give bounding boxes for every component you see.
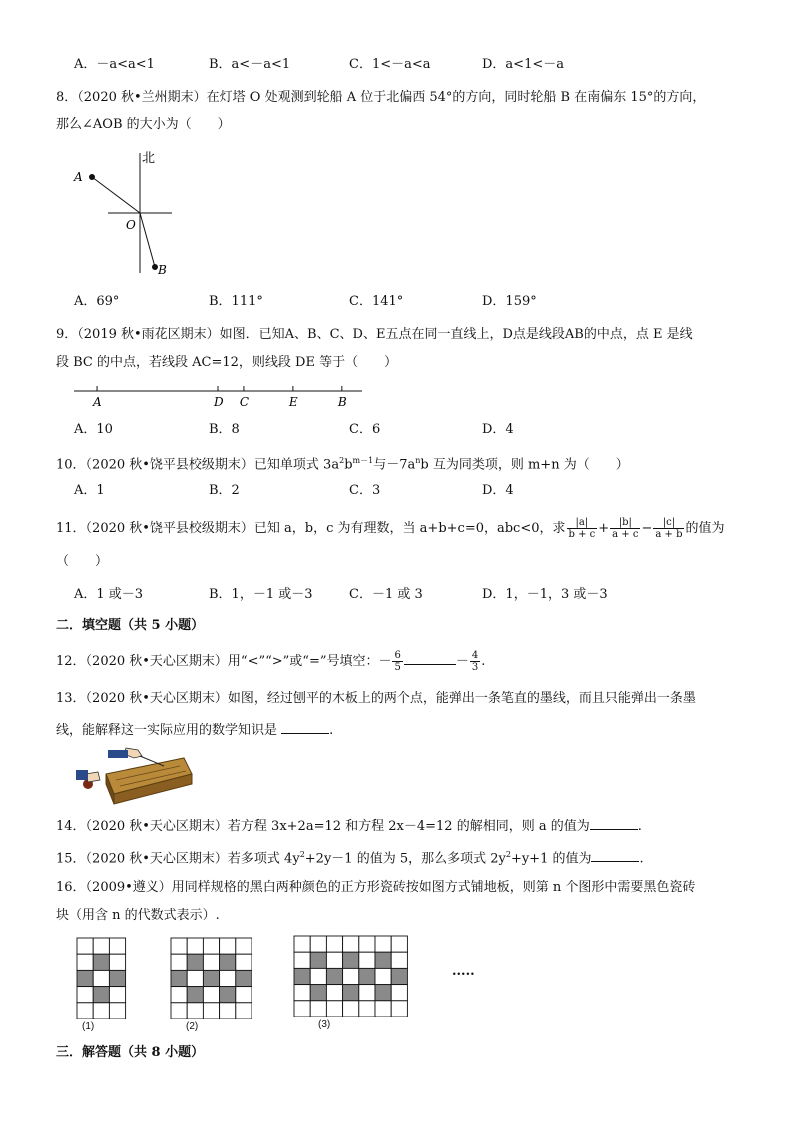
- q16-white-tile: [343, 968, 359, 984]
- q16-white-tile: [109, 1003, 125, 1019]
- q16-white-tile: [220, 1003, 236, 1019]
- q16-white-tile: [359, 952, 375, 968]
- q16-white-tile: [391, 952, 407, 968]
- q16-white-tile: [203, 954, 219, 970]
- q9-point-label-d: D: [214, 395, 224, 409]
- q16-white-tile: [326, 952, 342, 968]
- q11-fraction-2: [610, 517, 640, 540]
- q16-white-tile: [359, 985, 375, 1001]
- q8-stem-line1: 8．（2020 秋•兰州期末）在灯塔 O 处观测到轮船 A 位于北偏西 54°的方向，同时轮船 B 在南偏东 15°的方向，: [56, 90, 706, 105]
- q13-hand-left: [86, 772, 100, 782]
- q11-option-b: B．1，－1 或－3: [209, 587, 313, 602]
- q16-white-tile: [77, 1003, 93, 1019]
- q16-tile-figure-3: [293, 935, 409, 1017]
- q11-f1-numerator: |a|: [567, 517, 598, 529]
- q15-exp-2: 2: [505, 850, 511, 859]
- q14-text: 14．（2020 秋•天心区期末）若方程 3x+2a=12 和方程 2x－4=12 的解相同，则 a 的值为: [56, 819, 590, 834]
- q16-white-tile: [77, 938, 93, 954]
- q16-white-tile: [236, 954, 252, 970]
- q12-f1-denominator: 5: [394, 662, 401, 673]
- q16-white-tile: [93, 938, 109, 954]
- q16-white-tile: [187, 938, 203, 954]
- q16-stem-line1: 16．（2009•遵义）用同样规格的黑白两种颜色的正方形瓷砖按如图方式铺地板，则第 n 个图形中需要黑色瓷砖: [56, 880, 696, 895]
- q14-stem: [56, 815, 642, 837]
- q12-answer-blank[interactable]: [404, 650, 456, 665]
- q16-white-tile: [203, 987, 219, 1003]
- q16-black-tile: [93, 954, 109, 970]
- q16-tile-figure-1: [76, 937, 128, 1019]
- q16-white-tile: [326, 936, 342, 952]
- q16-white-tile: [109, 987, 125, 1003]
- q9-option-b: B．8: [209, 422, 240, 437]
- q13-wood-board-illustration: [76, 744, 196, 806]
- q11-options: [74, 585, 754, 605]
- q10-options: [74, 481, 754, 501]
- q15-text-suffix: +y+1 的值为: [510, 851, 592, 867]
- q16-white-tile: [343, 1001, 359, 1017]
- q16-white-tile: [171, 987, 187, 1003]
- q16-black-tile: [220, 987, 236, 1003]
- q16-black-tile: [359, 968, 375, 984]
- q16-black-tile: [310, 952, 326, 968]
- q10-text-mid1: b: [344, 457, 353, 473]
- q16-black-tile: [187, 954, 203, 970]
- q12-f2-numerator: 4: [471, 650, 479, 661]
- q8-direction-diagram: [68, 148, 188, 278]
- q16-black-tile: [375, 952, 391, 968]
- q16-black-tile: [236, 970, 252, 986]
- q16-black-tile: [203, 970, 219, 986]
- q7-option-d: D．a<1<－a: [482, 57, 564, 72]
- q16-white-tile: [343, 936, 359, 952]
- q16-black-tile: [375, 985, 391, 1001]
- section-2-heading: 二．填空题（共 5 小题）: [56, 618, 205, 633]
- q9-stem-line2: 段 BC 的中点，若线段 AC=12，则线段 DE 等于（ ）: [56, 355, 398, 370]
- q16-ellipsis: .....: [452, 964, 475, 979]
- q16-black-tile: [187, 987, 203, 1003]
- q11-option-c: C．－1 或 3: [349, 587, 423, 602]
- q8-point-a: [89, 174, 95, 180]
- q15-text-end: .: [639, 851, 644, 867]
- q11-text-suffix: 的值为: [685, 521, 725, 536]
- q8-label-a: A: [74, 170, 83, 184]
- q11-stem-line1: [56, 517, 725, 541]
- q16-white-tile: [171, 1003, 187, 1019]
- q16-black-tile: [343, 952, 359, 968]
- q16-white-tile: [236, 1003, 252, 1019]
- q9-option-a: A．10: [74, 422, 113, 437]
- q11-option-a: A．1 或－3: [74, 587, 144, 602]
- q16-white-tile: [359, 936, 375, 952]
- q11-f2-denominator: a + c: [612, 529, 639, 540]
- q12-text-mid: －: [455, 654, 469, 669]
- q16-stem-line2: 块（用含 n 的代数式表示）.: [56, 908, 220, 923]
- q16-black-tile: [343, 985, 359, 1001]
- q8-option-d: D．159°: [482, 294, 537, 309]
- q13-stem-line1: 13．（2020 秋•天心区期末）如图，经过刨平的木板上的两个点，能弹出一条笔直的墨线，而且只能弹出一条墨: [56, 691, 696, 706]
- q9-point-label-a: A: [93, 395, 102, 409]
- q10-option-b: B．2: [209, 483, 240, 498]
- q7-option-a: A．－a<a<1: [74, 57, 155, 72]
- q13-stem-line2: [56, 719, 333, 741]
- section-3-heading: 三．解答题（共 8 小题）: [56, 1045, 205, 1060]
- q16-white-tile: [310, 968, 326, 984]
- q11-stem-line2: （ ）: [56, 554, 109, 569]
- q16-white-tile: [220, 938, 236, 954]
- q11-f2-numerator: |b|: [610, 517, 640, 529]
- q8-option-b: B．111°: [209, 294, 263, 309]
- q13-text-end: .: [329, 723, 334, 738]
- q8-ray-oa: [92, 177, 140, 213]
- q16-white-tile: [109, 938, 125, 954]
- q16-label-2: (2): [186, 1021, 199, 1032]
- q16-white-tile: [310, 936, 326, 952]
- q16-black-tile: [326, 968, 342, 984]
- q11-fraction-1: [567, 517, 598, 540]
- q16-white-tile: [375, 1001, 391, 1017]
- q16-white-tile: [187, 970, 203, 986]
- q9-point-label-e: E: [288, 395, 298, 409]
- q16-white-tile: [93, 970, 109, 986]
- q13-sleeve: [108, 750, 128, 758]
- q7-option-c: C．1<－a<a: [349, 57, 431, 72]
- q16-black-tile: [310, 985, 326, 1001]
- q16-black-tile: [220, 954, 236, 970]
- q16-white-tile: [326, 985, 342, 1001]
- q8-label-b: B: [158, 263, 167, 277]
- q11-text-prefix: 11．（2020 秋•饶平县校级期末）已知 a，b，c 为有理数，当 a+b+c=0，abc<0，求: [56, 521, 566, 536]
- q16-white-tile: [326, 1001, 342, 1017]
- q10-text-suffix: b 互为同类项，则 m+n 为（ ）: [420, 457, 629, 473]
- q9-option-d: D．4: [482, 422, 514, 437]
- q11-op-1: +: [598, 521, 610, 536]
- q12-fraction-1: [392, 650, 402, 673]
- q11-f3-denominator: a + b: [655, 529, 683, 540]
- q10-exp-2: m－1: [352, 456, 374, 465]
- q16-white-tile: [236, 938, 252, 954]
- q13-answer-blank[interactable]: [281, 719, 329, 734]
- q12-text-suffix: .: [481, 654, 486, 669]
- q16-white-tile: [391, 1001, 407, 1017]
- q16-white-tile: [236, 987, 252, 1003]
- q10-text-prefix: 10．（2020 秋•饶平县校级期末）已知单项式 3a: [56, 457, 340, 473]
- q16-tile-figure-2: [170, 937, 252, 1019]
- q16-label-1: (1): [82, 1021, 95, 1032]
- q13-text: 线，能解释这一实际应用的数学知识是: [56, 723, 278, 738]
- q14-answer-blank[interactable]: [590, 815, 638, 830]
- q12-text-prefix: 12．（2020 秋•天心区期末）用“<”“>”或“=”号填空：－: [56, 654, 392, 669]
- q8-north-label: 北: [142, 151, 156, 166]
- q16-white-tile: [187, 1003, 203, 1019]
- q8-label-o: O: [126, 218, 136, 232]
- q16-white-tile: [294, 952, 310, 968]
- q16-white-tile: [310, 1001, 326, 1017]
- q12-fraction-2: [470, 650, 480, 673]
- q16-white-tile: [171, 938, 187, 954]
- q8-option-a: A．69°: [74, 294, 120, 309]
- q11-fraction-3: [653, 517, 684, 540]
- q7-options: [74, 55, 754, 75]
- q12-f2-denominator: 3: [471, 662, 479, 673]
- q9-option-c: C．6: [349, 422, 381, 437]
- q11-f1-denominator: b + c: [568, 529, 596, 540]
- q8-option-c: C．141°: [349, 294, 404, 309]
- q12-stem: [56, 649, 485, 675]
- q15-answer-blank[interactable]: [591, 847, 639, 862]
- q16-white-tile: [294, 985, 310, 1001]
- q16-white-tile: [391, 936, 407, 952]
- q16-white-tile: [203, 938, 219, 954]
- q10-text-mid2: 与－7a: [373, 457, 416, 473]
- q16-white-tile: [375, 968, 391, 984]
- q16-white-tile: [294, 1001, 310, 1017]
- q10-option-a: A．1: [74, 483, 105, 498]
- q16-black-tile: [93, 987, 109, 1003]
- q11-option-d: D．1，－1，3 或－3: [482, 587, 608, 602]
- q16-black-tile: [109, 970, 125, 986]
- q16-white-tile: [93, 1003, 109, 1019]
- q11-op-2: −: [641, 521, 653, 536]
- q10-stem: [56, 451, 629, 475]
- q9-point-label-b: B: [337, 395, 347, 409]
- q12-f1-numerator: 6: [394, 650, 401, 661]
- q16-white-tile: [171, 954, 187, 970]
- q9-stem-line1: 9．（2019 秋•雨花区期末）如图．已知A、B、C、D、E五点在同一直线上，D点是线段AB的中点，点 E 是线: [56, 327, 693, 342]
- q10-exp-1: 2: [339, 456, 345, 465]
- q9-segment-diagram: [74, 383, 364, 413]
- q16-white-tile: [220, 970, 236, 986]
- q16-white-tile: [294, 936, 310, 952]
- q8-stem-line2: 那么∠AOB 的大小为（ ）: [56, 117, 231, 132]
- q16-white-tile: [109, 954, 125, 970]
- q16-black-tile: [171, 970, 187, 986]
- q9-options: [74, 420, 754, 440]
- q16-white-tile: [359, 1001, 375, 1017]
- q15-exp-1: 2: [299, 850, 305, 859]
- q8-options: [74, 292, 754, 312]
- q16-label-3: (3): [318, 1019, 331, 1030]
- q16-white-tile: [375, 936, 391, 952]
- q16-black-tile: [391, 968, 407, 984]
- q16-black-tile: [77, 970, 93, 986]
- q15-text-mid: +2y－1 的值为 5，那么多项式 2y: [304, 851, 506, 867]
- q10-option-c: C．3: [349, 483, 381, 498]
- q15-text-prefix: 15．（2020 秋•天心区期末）若多项式 4y: [56, 851, 300, 867]
- q11-f3-numerator: |c|: [653, 517, 684, 529]
- q10-exp-3: n: [415, 456, 421, 465]
- q16-white-tile: [203, 1003, 219, 1019]
- q13-sleeve-left: [76, 770, 88, 780]
- q8-ray-ob: [140, 213, 155, 267]
- q14-text-end: .: [637, 819, 642, 834]
- q16-black-tile: [294, 968, 310, 984]
- q16-white-tile: [77, 987, 93, 1003]
- q15-stem: [56, 845, 644, 869]
- q16-white-tile: [391, 985, 407, 1001]
- q10-option-d: D．4: [482, 483, 514, 498]
- q7-option-b: B．a<－a<1: [209, 57, 291, 72]
- q16-white-tile: [77, 954, 93, 970]
- q9-point-label-c: C: [239, 395, 250, 409]
